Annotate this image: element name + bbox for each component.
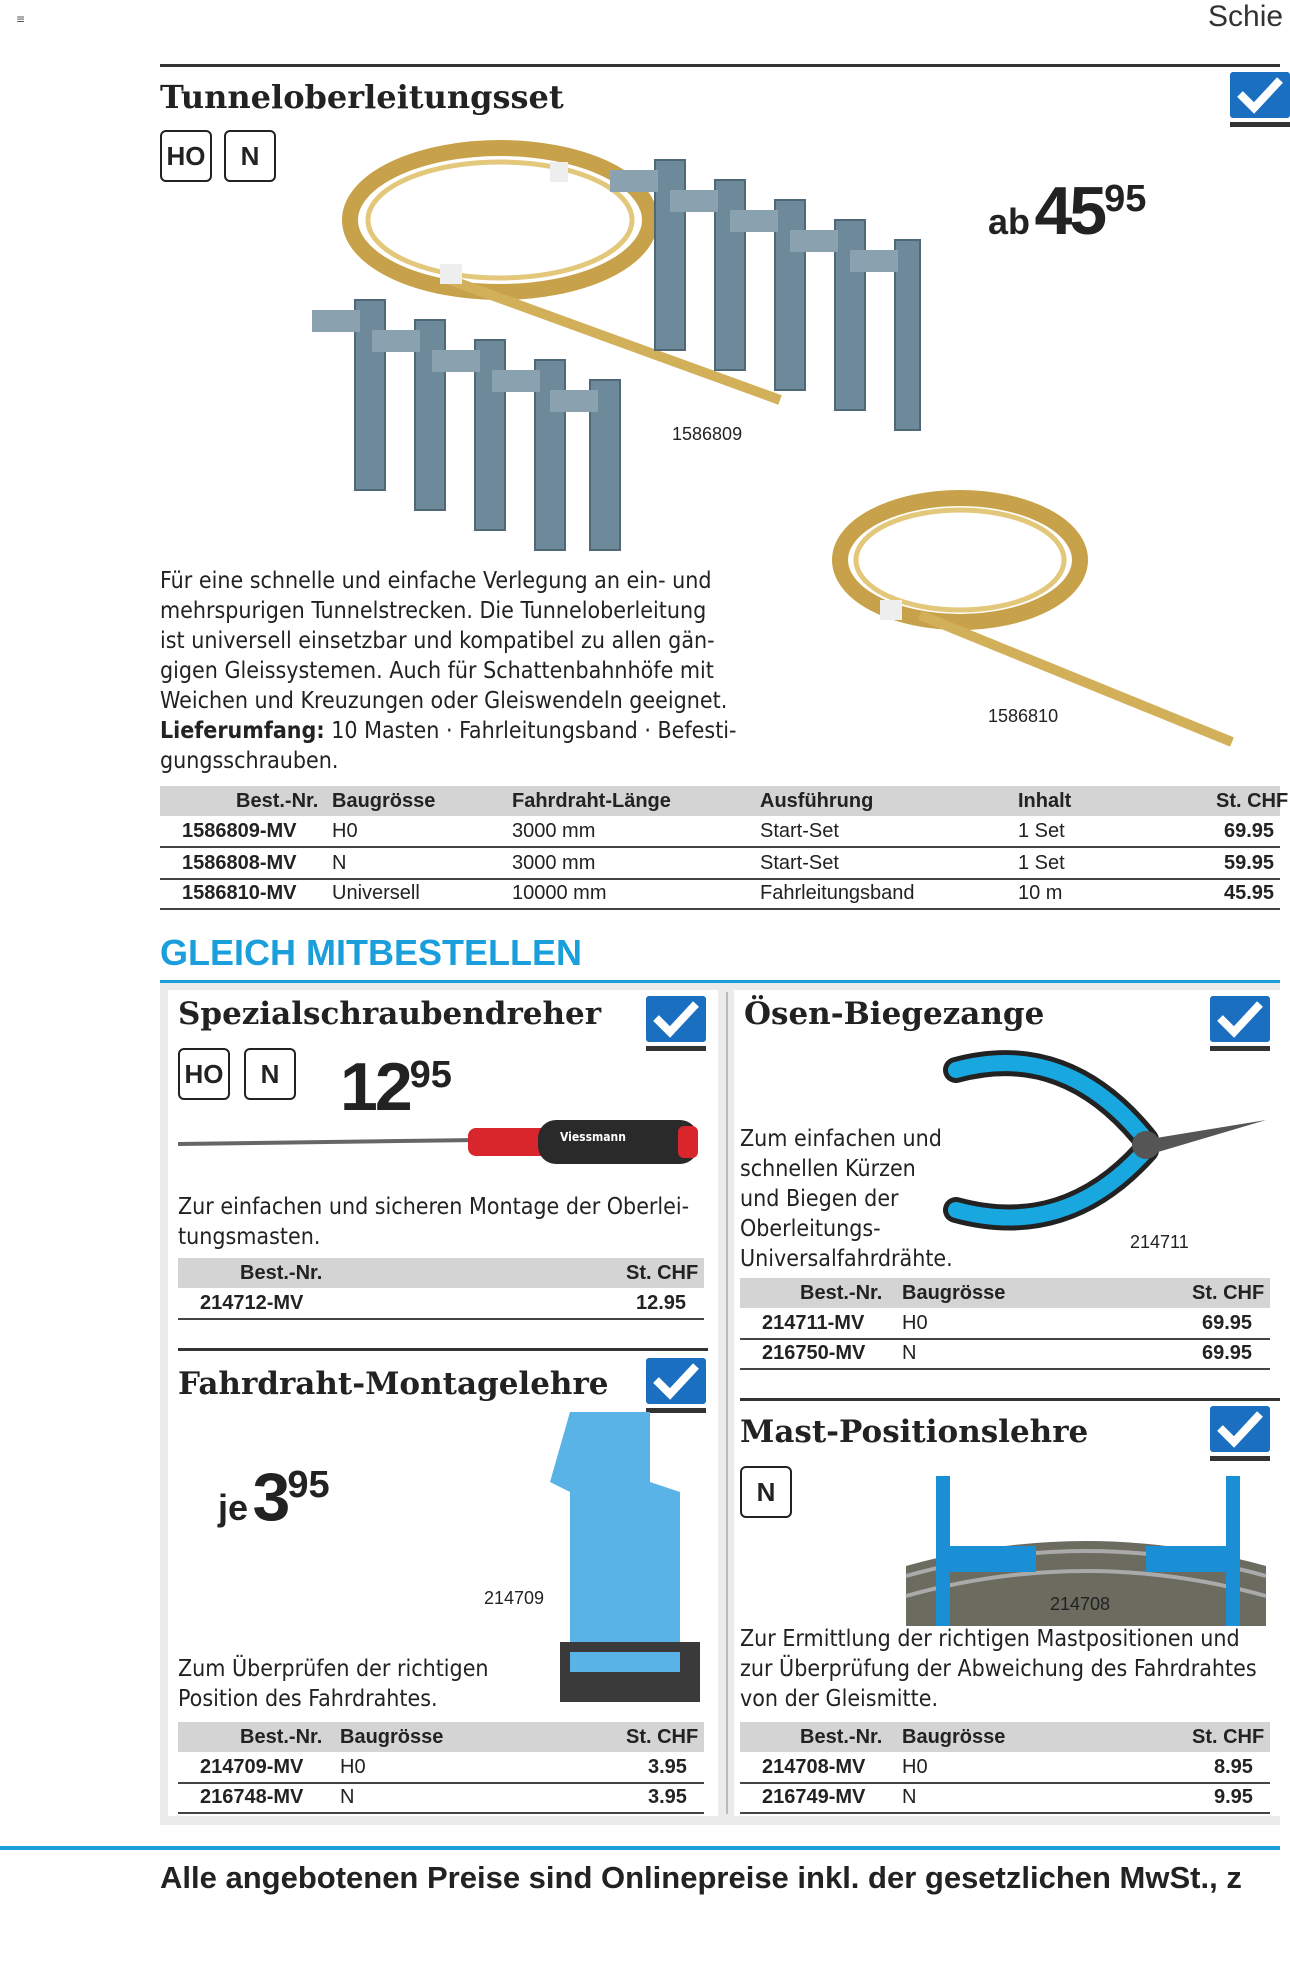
gauge-top-rule <box>178 1348 708 1351</box>
image-label-1586809: 1586809 <box>672 424 743 444</box>
scope-label: Lieferumfang: <box>160 718 325 744</box>
gauge-table <box>178 1722 704 1816</box>
table-row: 1586808-MV N 3000 mm Start-Set 1 Set 59.95 <box>160 848 1280 880</box>
mast-gauge-description: Zur Ermittlung der richtigen Mastpositionen und zur Überprüfung der Abweichung des Fahrdrahtes von der Gleismitte. <box>740 1626 1257 1712</box>
pliers-description: Zum einfachen und schnellen Kürzen und Biegen der Oberleitungs- Universalfahrdrähte. <box>740 1126 953 1272</box>
table-header: Best.-Nr. Baugrösse St. CHF <box>740 1278 1270 1308</box>
gauge-description: Zum Überprüfen der richtigen Position des Fahrdrahtes. <box>178 1656 489 1712</box>
table-header: Best.-Nr. Baugrösse St. CHF <box>740 1722 1270 1752</box>
table-row: 216749-MV N 9.95 <box>740 1782 1270 1814</box>
panel-divider <box>726 992 728 1814</box>
price-cents: 95 <box>1104 178 1147 220</box>
screwdriver-price: 1295 <box>340 1049 452 1125</box>
footer-text: Alle angebotenen Preise sind Onlinepreise inkl. der gesetzlichen MwSt., z <box>160 1860 1242 1895</box>
table-header: Best.-Nr. St. CHF <box>178 1258 704 1288</box>
screwdriver-tool-label: Viessmann <box>560 1130 626 1144</box>
screwdriver-table <box>178 1258 704 1322</box>
mast-gauge-title: Mast-Positionslehre <box>740 1414 1089 1450</box>
top-rule <box>160 64 1280 67</box>
table-row: 216750-MV N 69.95 <box>740 1338 1270 1370</box>
table-header: Best.-Nr. Baugrösse Fahrdraht-Länge Ausführung Inhalt St. CHF <box>160 786 1280 816</box>
main-price-table <box>160 786 1289 910</box>
screwdriver-title: Spezialschraubendreher <box>178 996 602 1032</box>
badge-n: N <box>244 1048 296 1100</box>
gauge-image-label: 214709 <box>484 1588 545 1608</box>
table-row: 214712-MV 12.95 <box>178 1288 704 1320</box>
screwdriver-image <box>178 1110 708 1170</box>
table-row: 214709-MV H0 3.95 <box>178 1752 704 1784</box>
product-title: Tunneloberleitungsset <box>160 78 564 116</box>
corner-menu-icon[interactable]: ≡ <box>16 12 26 26</box>
table-row: 1586810-MV Universell 10000 mm Fahrleitungsband 10 m 45.95 <box>160 878 1280 910</box>
viessmann-logo-icon <box>646 996 706 1054</box>
pliers-bottom-rule <box>740 1398 1280 1401</box>
pliers-title: Ösen-Biegezange <box>744 996 1045 1032</box>
pliers-table <box>740 1278 1270 1372</box>
pliers-image-label: 214711 <box>1130 1232 1189 1252</box>
price-main: 45 <box>1034 173 1105 249</box>
table-row: 216748-MV N 3.95 <box>178 1782 704 1814</box>
footer-rule <box>0 1846 1280 1850</box>
viessmann-logo-icon <box>646 1358 706 1416</box>
badge-ho: HO <box>178 1048 230 1100</box>
gauge-image <box>530 1412 700 1712</box>
table-row: 214711-MV H0 69.95 <box>740 1308 1270 1340</box>
gauge-price: je 395 <box>218 1459 330 1535</box>
gauge-title: Fahrdraht-Montagelehre <box>178 1366 609 1402</box>
badge-n: N <box>224 130 276 182</box>
scope-text: 10 Masten · Fahrleitungsband · Befesti- <box>324 718 737 744</box>
table-row: 1586809-MV H0 3000 mm Start-Set 1 Set 69.95 <box>160 816 1280 848</box>
mast-gauge-table <box>740 1722 1270 1816</box>
screwdriver-description: Zur einfachen und sicheren Montage der Oberlei- tungsmasten. <box>178 1194 690 1250</box>
table-header: Best.-Nr. Baugrösse St. CHF <box>178 1722 704 1752</box>
also-order-heading: GLEICH MITBESTELLEN <box>160 932 582 973</box>
mast-gauge-image-label: 214708 <box>1050 1594 1111 1614</box>
viessmann-logo-icon <box>1230 72 1290 130</box>
main-price <box>988 172 1146 250</box>
price-prefix: ab <box>988 201 1031 242</box>
badge-ho: HO <box>160 130 212 182</box>
section-title: Schie <box>1208 0 1284 33</box>
table-row: 214708-MV H0 8.95 <box>740 1752 1270 1784</box>
product-description: Für eine schnelle und einfache Verlegung an ein- und mehrspurigen Tunnelstrecken. Die Tunneloberleitung ist universell einsetzbar und kompatibel zu allen gän- gigen Gleissystemen. Auch für Schattenbahnhöfe mit Weichen und Kreuzungen oder Gleiswendeln geeignet. Lieferumfang: 10 Masten · Fahrleitungsband · Befesti- gungsschrauben. <box>160 568 737 774</box>
viessmann-logo-icon <box>1210 1406 1270 1464</box>
badge-n: N <box>740 1466 792 1518</box>
image-label-1586810: 1586810 <box>988 706 1059 726</box>
